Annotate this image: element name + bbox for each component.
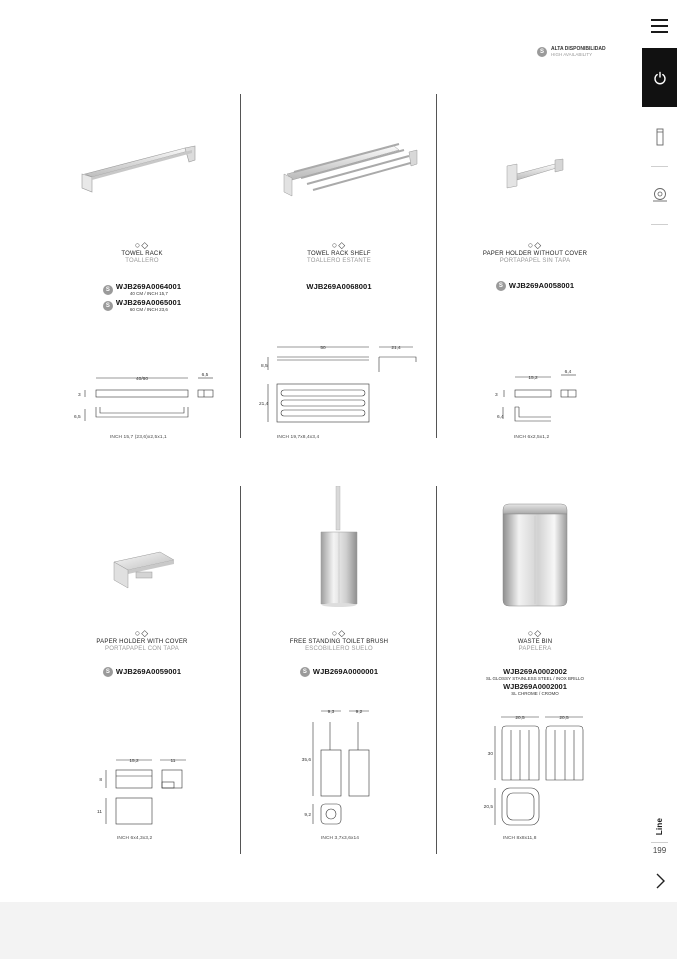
dimension-depth: 9,2 (355, 710, 363, 715)
product-code: WJB269A0000001 (312, 667, 379, 676)
dimension-projection: 6,5 (74, 415, 81, 420)
dimension-width: 9,3 (327, 710, 335, 715)
technical-drawing (241, 340, 437, 430)
dimension-width: 50 (320, 346, 326, 351)
product-code: WJB269A0068001 (306, 282, 372, 291)
dimension-width: 15,2 (129, 759, 139, 764)
material-symbols: ○◇ (331, 240, 347, 250)
product-code-row[interactable] (103, 299, 181, 312)
paper-holder-cover-image (102, 548, 182, 596)
dimension-projection: 6,4 (497, 415, 504, 420)
material-symbols: ○◇ (527, 628, 543, 638)
dimension-side: 21,4 (391, 346, 401, 351)
product-name-es: PORTAPAPEL SIN TAPA (499, 258, 571, 264)
dimension-width: 20,5 (515, 716, 525, 721)
product-name: FREE STANDING TOILET BRUSH (289, 639, 389, 645)
product-code-row[interactable] (503, 683, 567, 696)
availability-badge: S (103, 667, 113, 677)
material-symbols: ○◇ (331, 628, 347, 638)
product-code: WJB269A0002002 (503, 667, 567, 676)
sidebar-separator (651, 842, 668, 843)
product-code-row[interactable] (103, 667, 181, 677)
dimension-base: 9,2 (304, 813, 311, 818)
product-name-es: PORTAPAPEL CON TAPA (105, 646, 179, 652)
dimension-depth: 20,5 (559, 716, 569, 721)
dimension-depth: 6,4 (564, 370, 572, 375)
dimension-depth: 21,4 (259, 402, 269, 407)
legend-label-es: ALTA DISPONIBILIDAD (551, 46, 606, 52)
dimension-height: 30 (487, 752, 493, 757)
product-name-es: PAPELERA (518, 646, 552, 652)
right-sidebar (642, 0, 677, 902)
inch-note: INCH 15,7 (23,6)x2,5x1,1 (110, 435, 167, 440)
collection-name: Line (655, 817, 665, 835)
product-name-es: TOALLERO (125, 258, 159, 264)
paper-holder-image (495, 150, 575, 195)
product-code: WJB269A0064001 (115, 282, 182, 291)
product-photo (241, 138, 437, 203)
product-name: TOWEL RACK (121, 251, 163, 257)
product-name-es: ESCOBILLERO SUELO (305, 646, 373, 652)
product-photo (241, 486, 437, 608)
technical-drawing (44, 752, 240, 832)
towel-rack-image (77, 140, 207, 200)
product-photo (437, 500, 633, 610)
technical-drawing (241, 704, 437, 829)
dimension-height: 8,5 (261, 364, 268, 369)
dimension-depth: 11 (170, 759, 176, 764)
product-code: WJB269A0002001 (503, 682, 567, 691)
product-photo (44, 548, 240, 596)
power-icon (653, 71, 667, 85)
dimension-height: 8 (99, 778, 102, 783)
material-symbols: ○◇ (134, 628, 150, 638)
product-name: PAPER HOLDER WITHOUT COVER (482, 251, 588, 257)
product-code: WJB269A0059001 (115, 667, 182, 676)
product-name: PAPER HOLDER WITH COVER (96, 639, 188, 645)
product-finish: SL CHROME / CROMO (511, 691, 559, 696)
dimension-width: 40/60 (135, 377, 149, 382)
dimension-height: 3 (78, 393, 81, 398)
product-name: TOWEL RACK SHELF (307, 251, 371, 257)
product-name-es: TOALLERO ESTANTE (307, 258, 371, 264)
availability-badge: S (103, 285, 113, 295)
inch-note: INCH 19,7x8,4x3,4 (277, 435, 320, 440)
sidebar-item-power[interactable] (642, 48, 677, 107)
material-symbols: ○◇ (527, 240, 543, 250)
dimension-projection: 11 (97, 810, 102, 815)
inch-note: INCH 6x4,3x3,2 (117, 836, 153, 841)
material-symbols: ○◇ (134, 240, 150, 250)
inch-note: INCH 6x2,5x1,2 (514, 435, 550, 440)
inch-note: INCH 8x8x11,8 (503, 836, 537, 841)
sidebar-item-product[interactable] (642, 124, 677, 150)
product-code-size: 60 CM / INCH 23,6 (129, 307, 168, 312)
product-code-row[interactable] (306, 283, 371, 291)
dimension-width: 15,2 (528, 376, 538, 381)
availability-badge: S (103, 301, 113, 311)
product-name: WASTE BIN (517, 639, 553, 645)
technical-drawing (44, 365, 240, 435)
dimension-depth: 6,5 (201, 373, 209, 378)
technical-drawing (437, 365, 633, 435)
chevron-right-icon (654, 872, 666, 890)
dimension-height: 3 (495, 393, 498, 398)
legend-label-en: HIGH AVAILABILITY (551, 52, 593, 57)
waste-bin-image (495, 500, 575, 610)
sidebar-separator (651, 224, 668, 225)
product-code: WJB269A0058001 (508, 281, 575, 290)
availability-badge: S (537, 47, 547, 57)
dimension-height: 35,6 (301, 758, 311, 763)
product-code-row[interactable] (300, 667, 378, 677)
collection-label (646, 811, 674, 841)
inch-note: INCH 3,7x3,6x14 (321, 836, 360, 841)
product-code-row[interactable] (103, 283, 181, 296)
availability-badge: S (300, 667, 310, 677)
product-photo (44, 140, 240, 200)
product-code-row[interactable] (496, 281, 574, 291)
sidebar-separator (651, 166, 668, 167)
product-code-size: 40 CM / INCH 15,7 (129, 291, 168, 296)
page-number: 199 (652, 846, 667, 855)
dimension-base: 20,5 (483, 805, 493, 810)
sidebar-item-accessory[interactable] (642, 182, 677, 208)
next-page-button[interactable] (642, 866, 677, 896)
towel-rack-shelf-image (259, 138, 419, 203)
technical-drawing (437, 710, 633, 828)
availability-badge: S (496, 281, 506, 291)
paper-holder-icon (651, 187, 669, 203)
availability-legend (537, 46, 606, 58)
toilet-brush-image (309, 486, 369, 608)
product-code: WJB269A0065001 (115, 298, 182, 307)
product-finish: SL GLOSSY STAINLESS STEEL / INOX BRILLO (485, 676, 585, 681)
towel-rack-icon (655, 128, 665, 146)
hamburger-menu-icon[interactable] (642, 8, 677, 44)
product-photo (437, 150, 633, 195)
viewer-footer (0, 902, 677, 959)
product-code-row[interactable] (486, 668, 584, 681)
